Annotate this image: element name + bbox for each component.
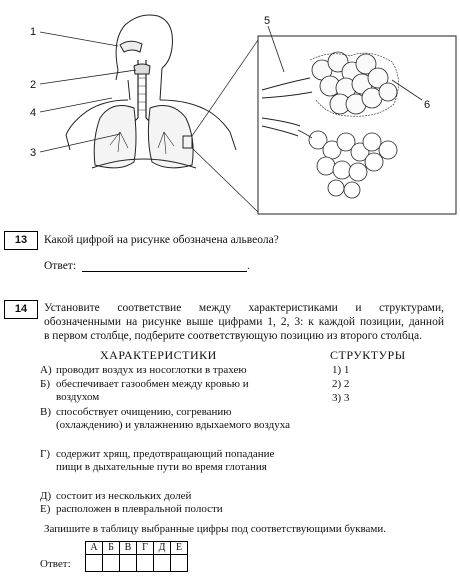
characteristic-g-text: содержит хрящ, предотвращающий попадание пищи в дыхательные пути во время глотания (56, 448, 275, 473)
characteristic-b (40, 378, 330, 404)
question-14-answer-table (85, 541, 188, 572)
answer-cell-v[interactable] (120, 555, 137, 572)
question-13-number: 13 (4, 231, 38, 250)
characteristic-a-letter: А) (40, 364, 52, 376)
question-13-text: Какой цифрой на рисунке обозначена альвеола? (44, 234, 279, 246)
answer-cell-e[interactable] (171, 555, 188, 572)
characteristic-d-letter: Д) (40, 490, 52, 502)
answer-cell-g[interactable] (137, 555, 154, 572)
answer-table-header-d: Д (154, 542, 171, 555)
answer-table-header-b: Б (103, 542, 120, 555)
characteristic-b-letter: Б) (40, 378, 50, 390)
figure-label-4: 4 (30, 107, 37, 119)
question-14-text-line3: в первом столбце, подберите соответствующую позицию из второго столбца. (44, 330, 422, 342)
question-14-instruction: Запишите в таблицу выбранные цифры под соответствующими буквами. (44, 523, 386, 535)
figure-label-3: 3 (30, 147, 37, 159)
characteristic-g-letter: Г) (40, 448, 51, 460)
question-14-text-line1: Установите соответствие между характеристиками и структурами, (44, 302, 444, 314)
characteristic-b-text: обеспечивает газообмен между кровью и воздухом (56, 378, 249, 403)
figure-label-1: 1 (30, 26, 37, 38)
question-13-answer-label: Ответ: (44, 260, 77, 272)
characteristic-e-letter: Е) (40, 503, 51, 515)
characteristic-d (40, 490, 330, 503)
question-14-number: 14 (4, 300, 38, 319)
answer-table-header-v: В (120, 542, 137, 555)
answer-table-header-g: Г (137, 542, 154, 555)
characteristic-a-text: проводит воздух из носоглотки в трахею (56, 364, 247, 376)
answer-cell-b[interactable] (103, 555, 120, 572)
structure-2: 2) 2 (332, 378, 350, 390)
question-14-answer-label: Ответ: (40, 558, 71, 570)
structures-header: СТРУКТУРЫ (330, 348, 406, 362)
characteristic-v-text: способствует очищению, согреванию (охлаждению) и увлажнению вдыхаемого воздуха (56, 406, 290, 431)
answer-table-header-e: Е (171, 542, 188, 555)
figure-label-2: 2 (30, 79, 37, 91)
figure-label-6: 6 (424, 99, 431, 111)
question-13-answer-row (44, 259, 250, 272)
characteristics-header: ХАРАКТЕРИСТИКИ (100, 348, 217, 362)
answer-table-header-row (86, 542, 188, 555)
structure-3: 3) 3 (332, 392, 350, 404)
characteristic-e-text: расположен в плевральной полости (56, 503, 223, 515)
characteristic-d-text: состоит из нескольких долей (56, 490, 192, 502)
answer-cell-d[interactable] (154, 555, 171, 572)
question-13-answer-suffix: . (247, 260, 250, 272)
characteristic-g (40, 448, 330, 487)
answer-cell-a[interactable] (86, 555, 103, 572)
answer-table-header-a: А (86, 542, 103, 555)
characteristic-v-letter: В) (40, 406, 51, 418)
characteristic-e (40, 503, 330, 516)
figure-label-5: 5 (264, 15, 271, 27)
answer-table-input-row (86, 555, 188, 572)
question-13-answer-field[interactable] (82, 259, 247, 272)
characteristic-a (40, 364, 330, 377)
question-14-text-line2: обозначенными на рисунке выше цифрами 1, 2, 3: к каждой позиции, данной (44, 316, 444, 328)
structure-1: 1) 1 (332, 364, 350, 376)
characteristic-v (40, 406, 330, 445)
respiratory-system-figure (0, 0, 460, 225)
